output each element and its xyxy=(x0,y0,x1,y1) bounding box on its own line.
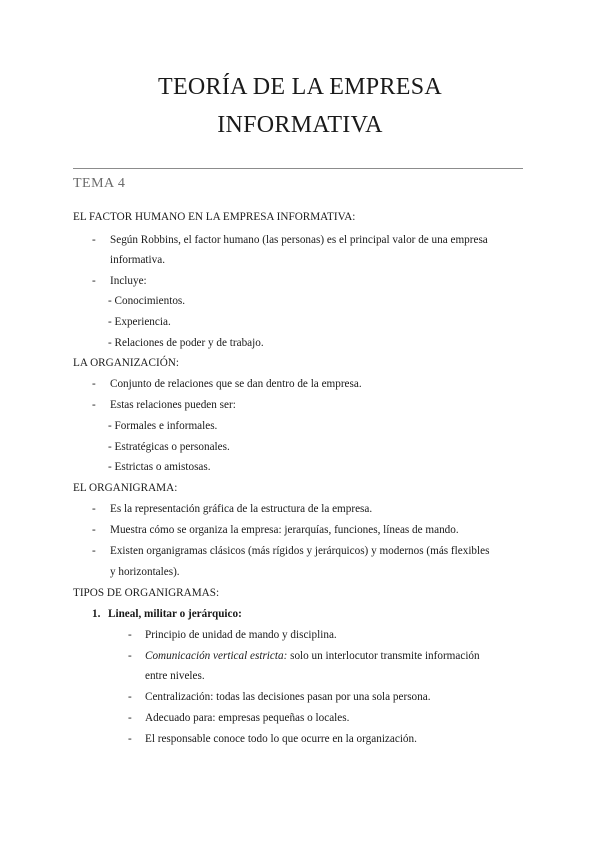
bullet-text: Incluye: xyxy=(110,275,147,287)
bullet-dash: - xyxy=(128,629,132,641)
bullet-text-continuation: entre niveles. xyxy=(145,670,205,682)
sub-item: - Relaciones de poder y de trabajo. xyxy=(108,337,264,349)
bullet-dash: - xyxy=(92,503,96,515)
bullet-text: Muestra cómo se organiza la empresa: jerarquías, funciones, líneas de mando. xyxy=(110,524,459,536)
bullet-text: Existen organigramas clásicos (más rígidos y jerárquicos) y modernos (más flexibles xyxy=(110,545,490,557)
bullet-text-continuation: informativa. xyxy=(110,254,165,266)
section-heading-organizacion: LA ORGANIZACIÓN: xyxy=(73,357,179,369)
sub-item: - Conocimientos. xyxy=(108,295,186,307)
bullet-text: Principio de unidad de mando y disciplina. xyxy=(145,629,337,641)
bullet-dash: - xyxy=(128,650,132,662)
bullet-dash: - xyxy=(128,733,132,745)
italic-term: Comunicación vertical estricta: xyxy=(145,650,288,662)
title-divider xyxy=(73,168,523,169)
bullet-text: Estas relaciones pueden ser: xyxy=(110,399,236,411)
bullet-text-rest: solo un interlocutor transmite información xyxy=(287,650,480,662)
bullet-dash: - xyxy=(92,378,96,390)
list-item-title: Lineal, militar o jerárquico: xyxy=(108,608,242,620)
section-heading-factor-humano: EL FACTOR HUMANO EN LA EMPRESA INFORMATIVA: xyxy=(73,211,356,223)
sub-item: - Experiencia. xyxy=(108,316,171,328)
bullet-dash: - xyxy=(92,524,96,536)
bullet-text: Centralización: todas las decisiones pasan por una sola persona. xyxy=(145,691,431,703)
bullet-dash: - xyxy=(92,275,96,287)
bullet-text-continuation: y horizontales). xyxy=(110,566,180,578)
bullet-text: Conjunto de relaciones que se dan dentro de la empresa. xyxy=(110,378,362,390)
bullet-dash: - xyxy=(92,545,96,557)
section-heading-organigrama: EL ORGANIGRAMA: xyxy=(73,482,178,494)
document-title-line-1: TEORÍA DE LA EMPRESA xyxy=(157,74,442,100)
bullet-text: Según Robbins, el factor humano (las personas) es el principal valor de una empresa xyxy=(110,234,488,246)
bullet-text: El responsable conoce todo lo que ocurre en la organización. xyxy=(145,733,417,745)
bullet-text: Adecuado para: empresas pequeñas o locales. xyxy=(145,712,350,724)
bullet-dash: - xyxy=(92,234,96,246)
sub-item: - Estratégicas o personales. xyxy=(108,441,230,453)
subtitle: TEMA 4 xyxy=(73,176,126,191)
bullet-text: Es la representación gráfica de la estructura de la empresa. xyxy=(110,503,373,515)
list-number: 1. xyxy=(92,608,101,620)
bullet-dash: - xyxy=(128,691,132,703)
sub-item: - Formales e informales. xyxy=(108,420,218,432)
bullet-dash: - xyxy=(128,712,132,724)
sub-item: - Estrictas o amistosas. xyxy=(108,461,211,473)
document-title-line-2: INFORMATIVA xyxy=(217,112,383,138)
section-heading-tipos: TIPOS DE ORGANIGRAMAS: xyxy=(73,587,220,599)
bullet-text xyxy=(145,649,480,663)
bullet-dash: - xyxy=(92,399,96,411)
